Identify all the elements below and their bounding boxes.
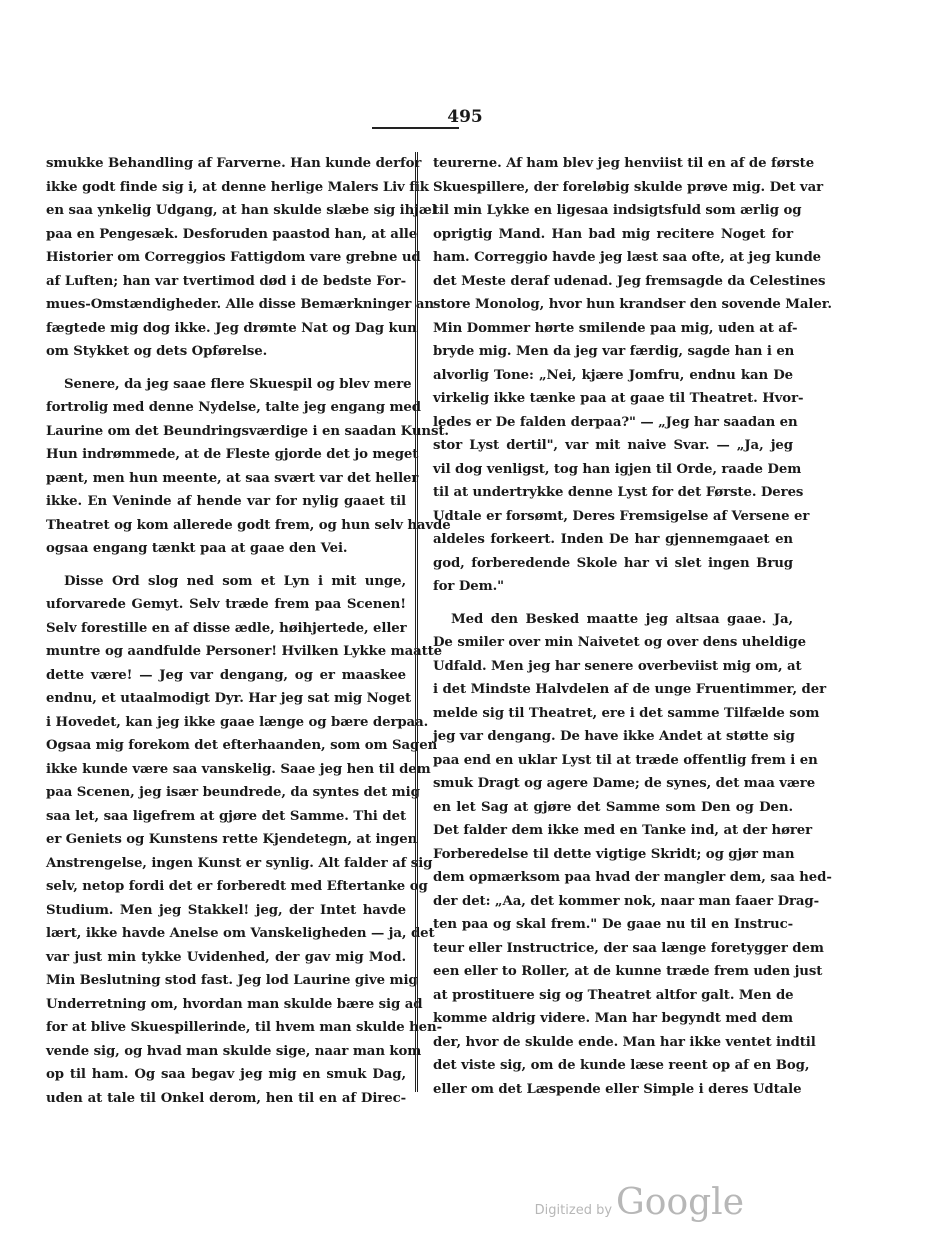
text-line: vil dog venligst, tog han igjen til Orde, raade Dem <box>433 461 802 477</box>
text-line: ikke godt finde sig i, at denne herlige Malers Liv fik <box>46 179 429 195</box>
text-line: een eller to Roller, at de kunne træde frem uden just <box>433 964 823 979</box>
text-line: til min Lykke en ligesaa indsigtsfuld som ærlig og <box>433 203 802 218</box>
page-number: 495 <box>447 107 483 127</box>
text-line: Hun indrømmede, at de Fleste gjorde det jo meget <box>46 447 419 462</box>
text-line: er Geniets og Kunstens rette Kjendetegn, at ingen <box>46 832 418 847</box>
text-line: saa let, saa ligefrem at gjøre det Samme. Thi det <box>46 808 406 824</box>
text-line: Anstrengelse, ingen Kunst er synlig. Alt falder af sig <box>46 855 433 871</box>
text-line: stor Lyst dertil", var mit naive Svar. — „Ja, jeg <box>433 438 793 453</box>
text-line: der det: „Aa, det kommer nok, naar man faaer Drag- <box>433 893 820 909</box>
text-line: uden at tale til Onkel derom, hen til en af Direc- <box>46 1090 406 1106</box>
text-line: det Meste deraf udenad. Jeg fremsagde da Celestines <box>433 273 826 289</box>
text-line: uforvarede Gemyt. Selv træde frem paa Scenen! <box>46 597 406 612</box>
text-line: Selv forestille en af disse ædle, høihjertede, eller <box>46 620 407 636</box>
right-text-column <box>433 152 832 1101</box>
text-line: jeg var dengang. De have ikke Andet at støtte sig <box>433 729 795 744</box>
text-line: op til ham. Og saa begav jeg mig en smuk Dag, <box>46 1067 406 1082</box>
text-line: ham. Correggio havde jeg læst saa ofte, at jeg kunde <box>433 250 822 265</box>
paragraph-gap <box>433 599 793 608</box>
text-line: var just min tykke Uvidenhed, der gav mig Mod. <box>46 949 406 965</box>
left-text-column <box>46 152 451 1110</box>
text-line: det viste sig, om de kunde læse reent op af en Bog, <box>433 1058 810 1073</box>
text-line: Disse Ord slog ned som et Lyn i mit unge, <box>64 573 406 589</box>
text-line: komme aldrig videre. Man har begyndt med dem <box>433 1011 793 1026</box>
text-line: en let Sag at gjøre det Samme som Den og Den. <box>433 799 793 815</box>
text-line: melde sig til Theatret, ere i det samme Tilfælde som <box>433 705 820 721</box>
paragraph-gap <box>46 364 406 373</box>
text-line: fægtede mig dog ikke. Jeg drømte Nat og Dag kun <box>46 320 417 336</box>
text-line: store Monolog, hvor hun krandser den sovende Maler. <box>433 297 832 312</box>
text-line: en saa ynkelig Udgang, at han skulde slæbe sig ihjæl <box>46 203 437 218</box>
text-line: oprigtig Mand. Han bad mig recitere Noget for <box>433 226 793 242</box>
text-line: fortrolig med denne Nydelse, talte jeg engang med <box>46 400 421 415</box>
text-line: at prostituere sig og Theatret altfor galt. Men de <box>433 987 794 1003</box>
text-line: Forberedelse til dette vigtige Skridt; og gjør man <box>433 846 795 862</box>
text-line: Det falder dem ikke med en Tanke ind, at der hører <box>433 823 813 838</box>
text-line: paa Scenen, jeg især beundrede, da syntes det mig <box>46 785 420 800</box>
text-line: Senere, da jeg saae flere Skuespil og blev mere <box>64 376 412 392</box>
text-line: virkelig ikke tænke paa at gaae til Theatret. Hvor- <box>433 391 804 406</box>
watermark-prefix: Digitized by <box>534 1203 613 1218</box>
column-divider <box>415 152 418 1092</box>
text-line: dem opmærksom paa hvad der mangler dem, saa hed- <box>433 870 832 885</box>
text-line: Udtale er forsømt, Deres Fremsigelse af Versene er <box>433 508 810 524</box>
google-logo: Google <box>616 1182 744 1223</box>
text-line: for Dem." <box>433 579 504 594</box>
text-line: vende sig, og hvad man skulde sige, naar man kom <box>46 1043 422 1059</box>
text-line: Studium. Men jeg Stakkel! jeg, der Intet havde <box>46 902 406 918</box>
text-line: om Stykket og dets Opførelse. <box>46 344 268 359</box>
text-line: eller om det Læspende eller Simple i deres Udtale <box>433 1081 802 1097</box>
text-line: paa end en uklar Lyst til at træde offentlig frem i en <box>433 752 818 768</box>
text-line: Med den Besked maatte jeg altsaa gaae. Ja, <box>451 611 793 627</box>
text-line: ikke kunde være saa vanskelig. Saae jeg hen til dem <box>46 761 431 777</box>
text-line: paa en Pengesæk. Desforuden paastod han, at alle <box>46 226 418 242</box>
text-line: bryde mig. Men da jeg var færdig, sagde han i en <box>433 344 795 359</box>
text-line: endnu, et utaalmodigt Dyr. Har jeg sat mig Noget <box>46 691 412 706</box>
text-line: Skuespillere, der foreløbig skulde prøve mig. Det var <box>433 179 823 195</box>
text-line: smuk Dragt og agere Dame; de synes, det maa være <box>433 776 816 791</box>
text-line: Ogsaa mig forekom det efterhaanden, som om Sagen <box>46 738 438 753</box>
text-line: muntre og aandfulde Personer! Hvilken Lykke maatte <box>46 644 443 659</box>
text-line: ledes er De falden derpaa?" — „Jeg har saadan en <box>433 414 798 430</box>
text-line: i Hovedet, kan jeg ikke gaae længe og bære derpaa. <box>46 714 429 730</box>
header-rule <box>372 127 459 129</box>
text-line: Historier om Correggios Fattigdom vare grebne ud <box>46 250 421 265</box>
text-line: Theatret og kom allerede godt frem, og hun selv havde <box>46 517 451 533</box>
text-line: selv, netop fordi det er forberedt med Eftertanke og <box>46 879 428 894</box>
text-line: ikke. En Veninde af hende var for nylig gaaet til <box>46 494 406 509</box>
text-line: Min Beslutning stod fast. Jeg lod Laurine give mig <box>46 973 418 988</box>
text-line: alvorlig Tone: „Nei, kjære Jomfru, endnu kan De <box>433 367 793 383</box>
text-line: der, hvor de skulde ende. Man har ikke ventet indtil <box>433 1034 816 1050</box>
text-line: pænt, men hun meente, at saa svært var det heller <box>46 470 419 486</box>
text-line: Udfald. Men jeg har senere overbeviist mig om, at <box>433 658 802 674</box>
text-line: lært, ikke havde Anelse om Vanskeligheden — ja, det <box>46 926 435 941</box>
text-line: af Luften; han var tvertimod død i de bedste For- <box>46 273 406 289</box>
text-line: aldeles forkeert. Inden De har gjennemgaaet en <box>433 532 793 547</box>
text-line: De smiler over min Naivetet og over dens uheldige <box>433 635 806 650</box>
digitized-by-google-watermark <box>535 1182 744 1223</box>
text-line: ogsaa engang tænkt paa at gaae den Vei. <box>46 541 348 556</box>
text-line: for at blive Skuespillerinde, til hvem man skulde hen- <box>46 1020 443 1035</box>
text-line: Min Dommer hørte smilende paa mig, uden at af- <box>433 320 798 336</box>
text-line: teur eller Instructrice, der saa længe foretygger dem <box>433 940 824 956</box>
text-line: Underretning om, hvordan man skulde bære sig ad <box>46 996 423 1012</box>
text-line: god, forberedende Skole har vi slet ingen Brug <box>433 555 793 571</box>
text-line: smukke Behandling af Farverne. Han kunde derfor <box>46 156 422 171</box>
text-line: i det Mindste Halvdelen af de unge Fruentimmer, der <box>433 682 827 697</box>
text-line: til at undertrykke denne Lyst for det Første. Deres <box>433 485 804 500</box>
text-line: ten paa og skal frem." De gaae nu til en Instruc- <box>433 917 793 932</box>
paragraph-gap <box>46 561 406 570</box>
text-line: Laurine om det Beundringsværdige i en saadan Kunst. <box>46 423 449 439</box>
text-line: mues-Omstændigheder. Alle disse Bemærkninger an- <box>46 297 440 312</box>
text-line: dette være! — Jeg var dengang, og er maaskee <box>46 667 406 683</box>
text-line: teurerne. Af ham blev jeg henviist til en af de første <box>433 156 815 171</box>
